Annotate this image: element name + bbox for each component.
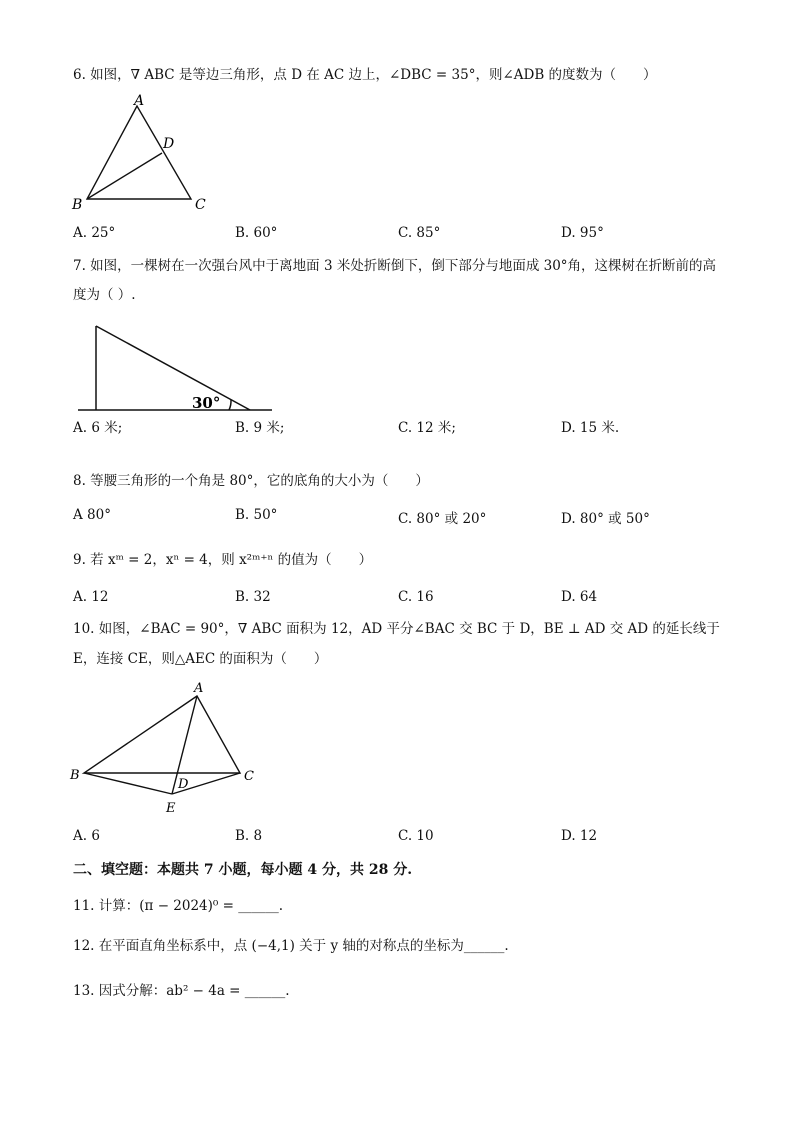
angle-arc <box>229 400 231 410</box>
label-c: C <box>195 197 206 213</box>
question-13-text: 13. 因式分解：ab² − 4a = ______. <box>73 983 290 999</box>
option-b[interactable]: B. 32 <box>235 589 271 605</box>
label-c: C <box>244 769 254 784</box>
triangle-abc <box>84 696 240 773</box>
question-11-text: 11. 计算：(π − 2024)⁰ = ______. <box>73 898 284 914</box>
question-10-text-line2: E，连接 CE，则△AEC 的面积为（ ） <box>73 651 328 667</box>
question-6-options <box>73 225 753 243</box>
option-a[interactable]: A. 12 <box>73 589 109 605</box>
question-9-text: 9. 若 xᵐ = 2，xⁿ = 4，则 x²ᵐ⁺ⁿ 的值为（ ） <box>73 552 373 568</box>
option-c[interactable]: C. 10 <box>398 828 434 844</box>
label-d: D <box>163 136 175 152</box>
fallen-part <box>96 326 250 410</box>
question-10-options <box>73 828 753 846</box>
option-b[interactable]: B. 9 米; <box>235 420 285 436</box>
option-b[interactable]: B. 60° <box>235 225 278 241</box>
label-e: E <box>166 801 176 816</box>
option-c[interactable]: C. 12 米; <box>398 420 456 436</box>
label-d: D <box>178 777 189 792</box>
option-c[interactable]: C. 80° 或 20° <box>398 511 487 527</box>
section-2-heading: 二、填空题：本题共 7 小题，每小题 4 分，共 28 分. <box>73 862 413 878</box>
segment-bd <box>87 153 162 199</box>
label-a: A <box>134 93 145 109</box>
question-7-options <box>73 416 753 434</box>
question-8-text: 8. 等腰三角形的一个角是 80°，它的底角的大小为（ ） <box>73 473 429 489</box>
angle-label: 30° <box>192 394 221 412</box>
option-d[interactable]: D. 80° 或 50° <box>561 511 650 527</box>
segment-be <box>84 773 172 794</box>
question-7-text-line1: 7. 如图，一棵树在一次强台风中于离地面 3 米处折断倒下，倒下部分与地面成 30°角，这棵树在折断前的高 <box>73 258 717 274</box>
option-b[interactable]: B. 8 <box>235 828 263 844</box>
option-c[interactable]: C. 85° <box>398 225 441 241</box>
question-7-text-line2: 度为（ ）. <box>73 287 136 303</box>
option-a[interactable]: A 80° <box>73 507 111 523</box>
question-8-options <box>73 507 753 525</box>
question-10-text-line1: 10. 如图，∠BAC = 90°，∇ ABC 面积为 12，AD 平分∠BAC 交 BC 于 D，BE ⊥ AD 交 AD 的延长线于 <box>73 621 720 637</box>
option-d[interactable]: D. 15 米. <box>561 420 620 436</box>
option-b[interactable]: B. 50° <box>235 507 278 523</box>
figure-triangle-aec <box>66 676 272 818</box>
option-a[interactable]: A. 6 米; <box>73 420 123 436</box>
question-6-text: 6. 如图，∇ ABC 是等边三角形，点 D 在 AC 边上，∠DBC = 35°，则∠ADB 的度数为（ ） <box>73 67 657 83</box>
option-d[interactable]: D. 64 <box>561 589 598 605</box>
option-d[interactable]: D. 95° <box>561 225 604 241</box>
option-d[interactable]: D. 12 <box>561 828 598 844</box>
question-9-options <box>73 589 753 607</box>
label-a: A <box>194 681 204 696</box>
triangle-abc <box>87 106 191 199</box>
option-c[interactable]: C. 16 <box>398 589 434 605</box>
option-a[interactable]: A. 6 <box>73 828 100 844</box>
question-12-text: 12. 在平面直角坐标系中，点 (−4,1) 关于 y 轴的对称点的坐标为______. <box>73 938 509 954</box>
figure-broken-tree <box>74 320 280 416</box>
label-b: B <box>72 197 83 213</box>
figure-equilateral-triangle <box>60 92 220 216</box>
option-a[interactable]: A. 25° <box>73 225 116 241</box>
label-b: B <box>70 768 80 783</box>
